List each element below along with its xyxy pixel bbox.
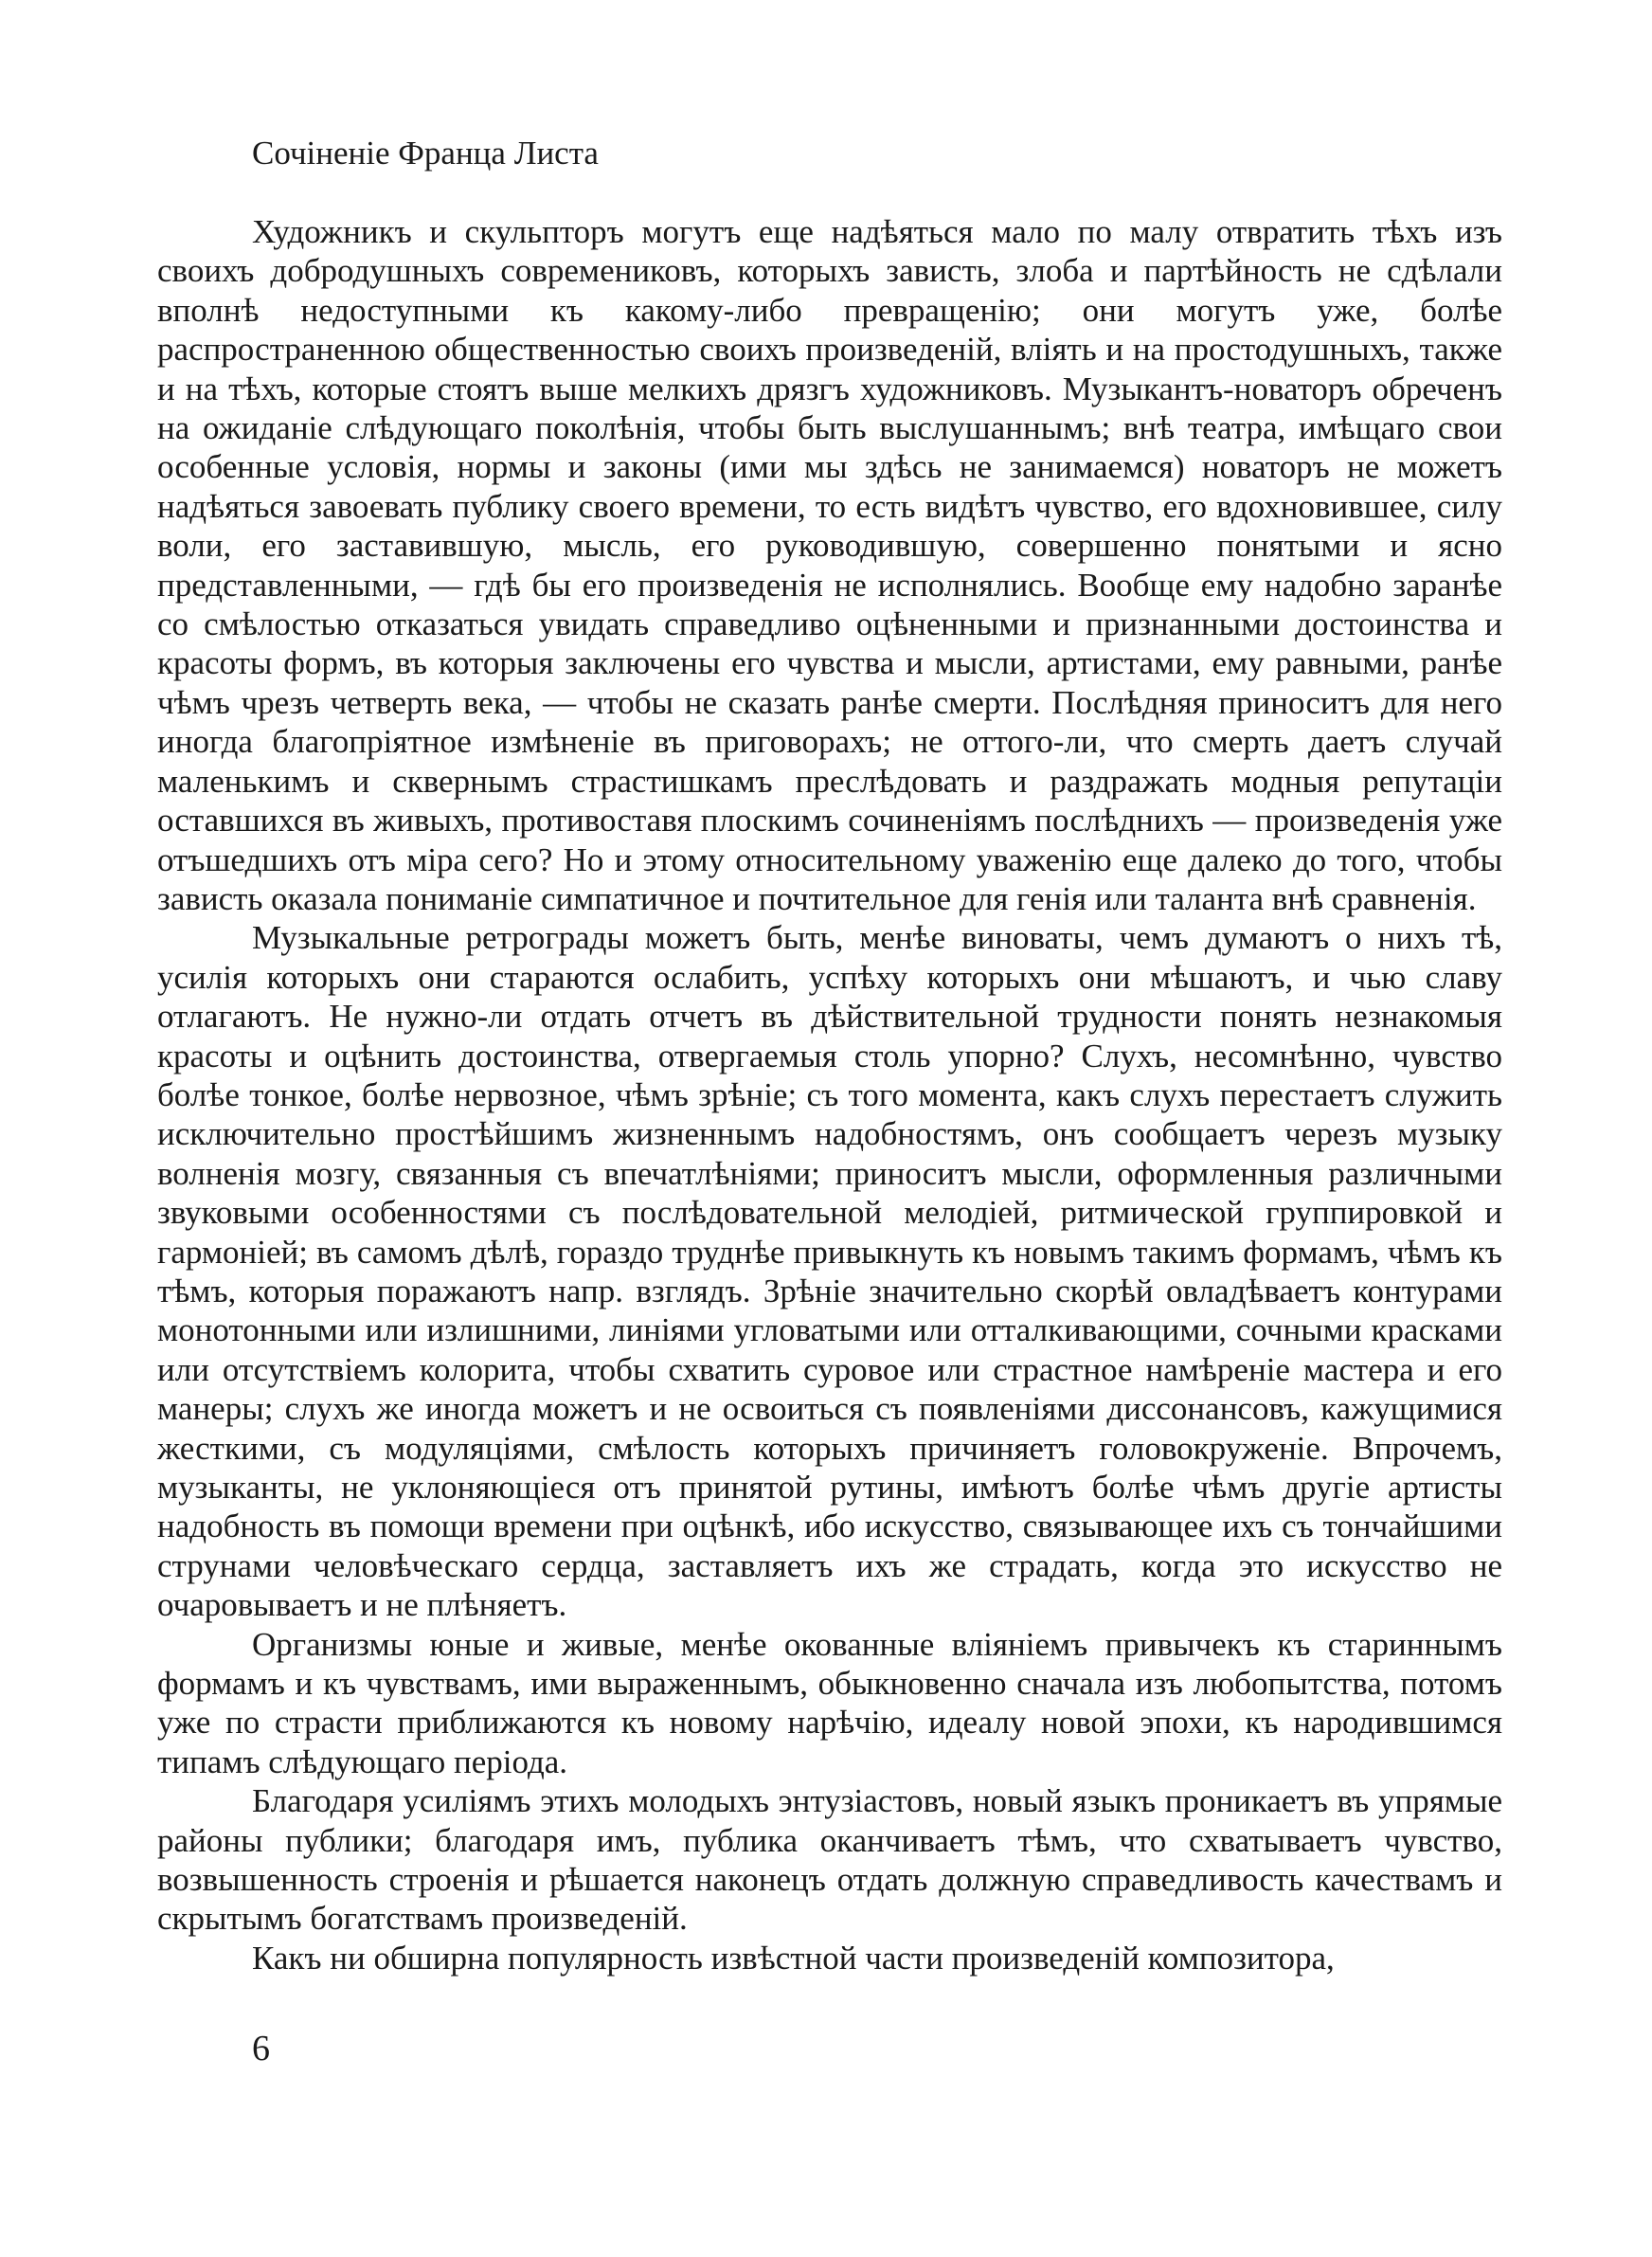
paragraph-3: Организмы юные и живые, менѣе окованные вліяніемъ привычекъ къ стариннымъ формамъ и къ чувствамъ, ими выраженнымъ, обыкновенно сначала изъ любопытства, потомъ уже по страсти приближаются къ новому нарѣчію, идеалу новой эпохи, къ народившимся типамъ слѣдующаго періода. (157, 1625, 1502, 1780)
body-text (157, 212, 1502, 1977)
page-number: 6 (252, 2029, 270, 2068)
paragraph-2: Музыкальные ретрограды можетъ быть, менѣе виноваты, чемъ думаютъ о нихъ тѣ, усилія которыхъ они стараются ослабить, успѣху которыхъ они мѣшаютъ, и чью славу отлагаютъ. Не нужно-ли отдать отчетъ въ дѣйствительной трудности понять незнакомыя красоты и оцѣнить достоинства, отвергаемыя столь упорно? Слухъ, несомнѣнно, чувство болѣе тонкое, болѣе нервозное, чѣмъ зрѣніе; съ того момента, какъ слухъ перестаетъ служить исключительно простѣйшимъ жизненнымъ надобностямъ, онъ сообщаетъ черезъ музыку волненія мозгу, связанныя съ впечатлѣніями; приноситъ мысли, оформленныя различными звуковыми особенностями съ послѣдовательной мелодіей, ритмической группировкой и гармоніей; въ самомъ дѣлѣ, гораздо труднѣе привыкнуть къ новымъ такимъ формамъ, чѣмъ къ тѣмъ, которыя поражаютъ напр. взглядъ. Зрѣніе значительно скорѣй овладѣваетъ контурами монотонными или излишними, линіями угловатыми или отталкивающими, сочными красками или отсутствіемъ колорита, чтобы схватить суровое или страстное намѣреніе мастера и его манеры; слухъ же иногда можетъ и не освоиться съ появленіями диссонансовъ, кажущимися жесткими, съ модуляціями, смѣлость которыхъ причиняетъ головокруженіе. Впрочемъ, музыканты, не уклоняющіеся отъ принятой рутины, имѣютъ болѣе чѣмъ другіе артисты надобность въ помощи времени при оцѣнкѣ, ибо искусство, связывающее ихъ съ тончайшими струнами человѣческаго сердца, заставляетъ ихъ же страдать, когда это искусство не очаровываетъ и не плѣняетъ. (157, 919, 1502, 1624)
paragraph-1: Художникъ и скульпторъ могутъ еще надѣяться мало по малу отвратить тѣхъ изъ своихъ добродушныхъ современиковъ, которыхъ зависть, злоба и партѣйность не сдѣлали вполнѣ недоступными къ какому-либо превращенію; они могутъ уже, болѣе распространенною общественностью своихъ произведеній, вліять и на простодушныхъ, также и на тѣхъ, которые стоятъ выше мелкихъ дрязгъ художниковъ. Музыкантъ-новаторъ обреченъ на ожиданіе слѣдующаго поколѣнія, чтобы быть выслушаннымъ; внѣ театра, имѣщаго свои особенные условія, нормы и законы (ими мы здѣсь не занимаемся) новаторъ не можетъ надѣяться завоевать публику своего времени, то есть видѣтъ чувство, его вдохновившее, силу воли, его заставившую, мысль, его руководившую, совершенно понятыми и ясно представленными, — гдѣ бы его произведенія не исполнялись. Вообще ему надобно заранѣе со смѣлостью отказаться увидать справедливо оцѣненными и признанными достоинства и красоты формъ, въ которыя заключены его чувства и мысли, артистами, ему равными, ранѣе чѣмъ чрезъ четверть века, — чтобы не сказать ранѣе смерти. Послѣдняя приноситъ для него иногда благопріятное измѣненіе въ приговорахъ; не оттого-ли, что смерть даетъ случай маленькимъ и сквернымъ страстишкамъ преслѣдовать и раздражать модныя репутаціи оставшихся въ живыхъ, противоставя плоскимъ сочиненіямъ послѣднихъ — произведенія уже отъшедшихъ отъ міра сего? Но и этому относительному уваженію еще далеко до того, чтобы зависть оказала пониманіе симпатичное и почтительное для генія или таланта внѣ сравненія. (157, 213, 1502, 917)
paragraph-5: Какъ ни обширна популярность извѣстной части произведеній композитора, (252, 1939, 1335, 1977)
running-head: Сочiненiе Франца Листа (252, 135, 599, 172)
paragraph-4: Благодаря усиліямъ этихъ молодыхъ энтузіастовъ, новый языкъ проникаетъ въ упрямые районы публики; благодаря имъ, публика оканчиваетъ тѣмъ, что схватываетъ чувство, возвышенность строенія и рѣшается наконецъ отдать должную справедливость качествамъ и скрытымъ богатствамъ произведеній. (157, 1782, 1502, 1938)
